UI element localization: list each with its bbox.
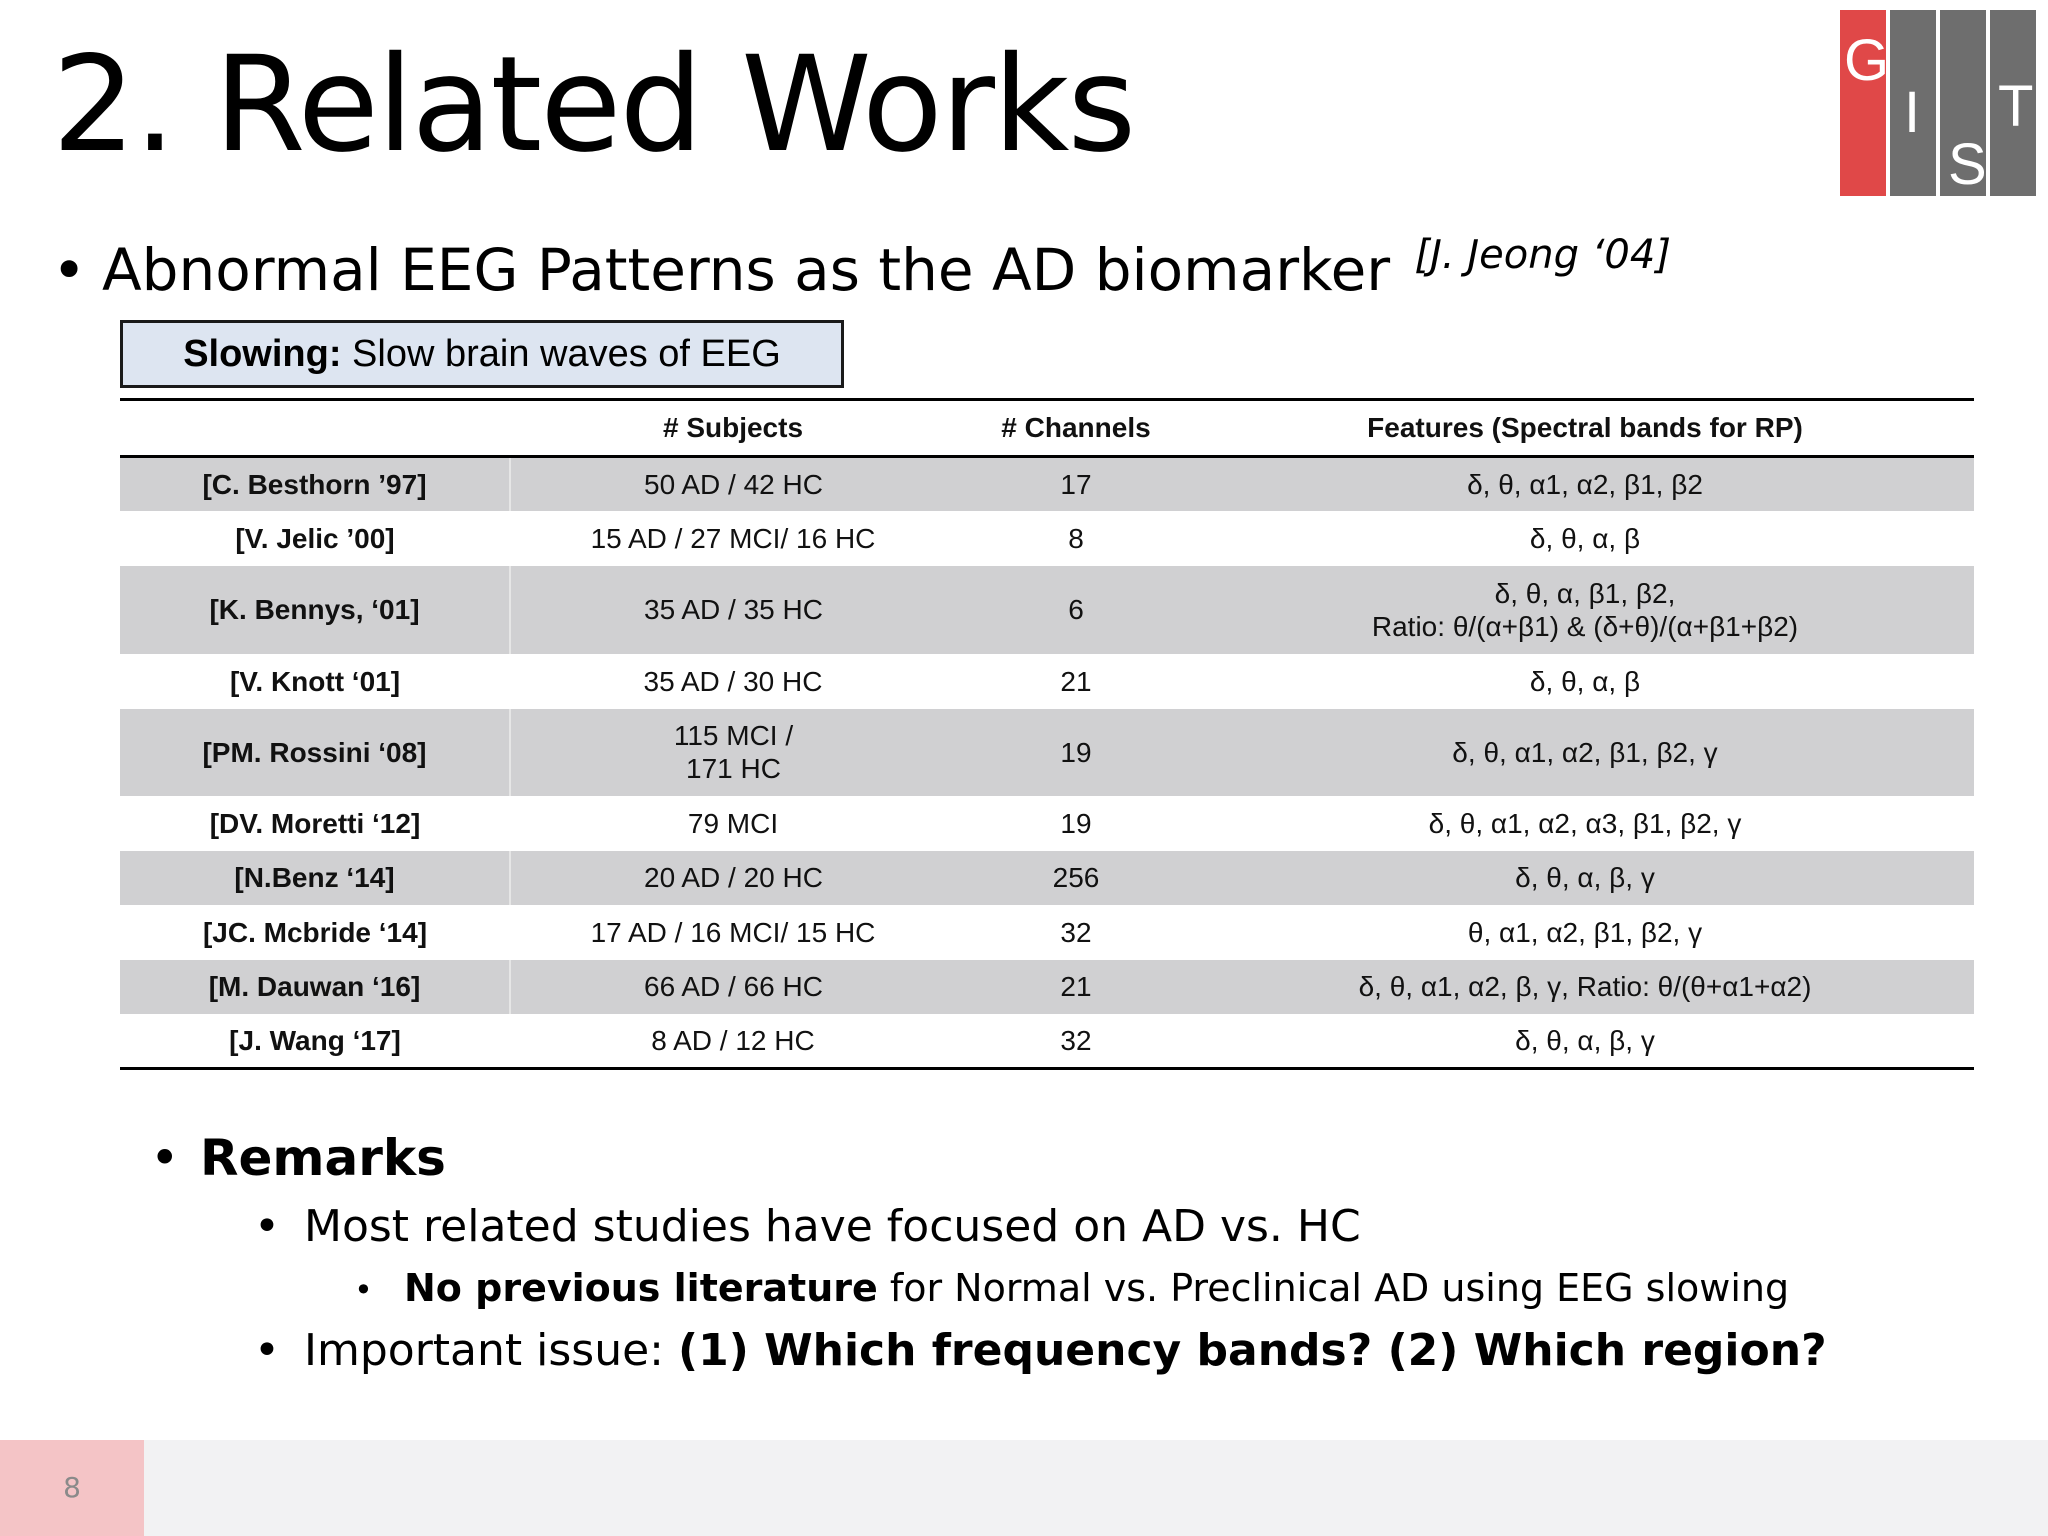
cell-channels: 19 (1060, 807, 1092, 839)
cell-features: θ, α1, α2, β1, β2, γ (1467, 916, 1703, 948)
header-ref (120, 400, 510, 457)
logo-letter-s: S (1948, 132, 1987, 197)
cell-ref: [JC. Mcbride ‘14] (202, 916, 428, 948)
remarks-item-2 (254, 1320, 1827, 1382)
cell-subjects-line2: 171 HC (686, 753, 781, 784)
table-row (120, 654, 1974, 709)
table-row (120, 851, 1974, 905)
citation: [J. Jeong ‘04] (1414, 232, 1671, 278)
cell-channels: 19 (956, 709, 1196, 796)
cell-features-line1: δ, θ, α, β1, β2, (1494, 577, 1676, 609)
page-number: 8 (0, 1440, 144, 1536)
cell-ref: [V. Knott ‘01] (229, 665, 401, 697)
cell-subjects: 20 AD / 20 HC (510, 851, 956, 905)
table-row (120, 511, 1974, 566)
slowing-label-rest: Slow brain waves of EEG (341, 333, 781, 375)
bullet-dot: • (254, 1201, 280, 1252)
remarks-subitem-bold: No previous literature (404, 1266, 878, 1310)
cell-features: δ, θ, α, β (1529, 665, 1641, 697)
header-subjects: # Subjects (510, 400, 956, 457)
bullet-dot: • (254, 1325, 280, 1376)
slowing-label-bold: Slowing: (183, 333, 342, 375)
main-bullet (52, 220, 1671, 305)
remarks-item-2-normal: Important issue: (304, 1325, 678, 1376)
related-works-table (120, 398, 1974, 1070)
cell-features: δ, θ, α, β (1529, 522, 1641, 554)
remarks-subitem-rest: for Normal vs. Preclinical AD using EEG slowing (877, 1266, 1790, 1310)
cell-ref: [C. Besthorn ’97] (120, 457, 510, 511)
cell-subjects: 17 AD / 16 MCI/ 15 HC (590, 916, 876, 948)
cell-features: δ, θ, α1, α2, β, γ, Ratio: θ/(θ+α1+α2) (1196, 960, 1974, 1014)
cell-subjects: 15 AD / 27 MCI/ 16 HC (590, 522, 876, 554)
cell-features (1196, 566, 1974, 654)
slowing-label-box (120, 320, 844, 388)
logo-letter-t: T (1998, 74, 2034, 139)
cell-channels: 8 (1068, 522, 1084, 554)
cell-subjects: 79 MCI (687, 807, 779, 839)
logo-letter-i: I (1904, 80, 1921, 145)
cell-features: δ, θ, α, β, γ (1196, 851, 1974, 905)
cell-features: δ, θ, α1, α2, β1, β2, γ (1196, 709, 1974, 796)
table-row (120, 709, 1974, 796)
table-row (120, 566, 1974, 654)
cell-ref: [M. Dauwan ‘16] (120, 960, 510, 1014)
cell-subjects: 50 AD / 42 HC (510, 457, 956, 511)
cell-ref: [PM. Rossini ‘08] (120, 709, 510, 796)
cell-features: δ, θ, α1, α2, α3, β1, β2, γ (1428, 807, 1742, 839)
header-features: Features (Spectral bands for RP) (1196, 400, 1974, 457)
cell-subjects: 35 AD / 35 HC (510, 566, 956, 654)
table-row (120, 1014, 1974, 1069)
table-header-row (120, 400, 1974, 457)
cell-ref: [DV. Moretti ‘12] (209, 807, 421, 839)
cell-channels: 17 (956, 457, 1196, 511)
cell-ref: [K. Bennys, ‘01] (120, 566, 510, 654)
bullet-dot: • (150, 1129, 180, 1187)
cell-subjects (510, 709, 956, 796)
table-row (120, 457, 1974, 511)
cell-channels: 21 (956, 960, 1196, 1014)
cell-features-line2: Ratio: θ/(α+β1) & (δ+θ)/(α+β1+β2) (1371, 610, 1799, 642)
cell-channels: 32 (1060, 916, 1092, 948)
remarks-item-1-text: Most related studies have focused on AD vs. HC (304, 1201, 1361, 1252)
table-row (120, 960, 1974, 1014)
slide-title: 2. Related Works (52, 28, 1135, 182)
cell-features: δ, θ, α, β, γ (1515, 1024, 1655, 1056)
cell-subjects: 66 AD / 66 HC (510, 960, 956, 1014)
table-row (120, 905, 1974, 960)
cell-channels: 32 (1060, 1024, 1092, 1056)
remarks-heading-text: Remarks (200, 1129, 446, 1187)
footer-bar (0, 1440, 2048, 1536)
bullet-dot: • (354, 1271, 373, 1309)
cell-channels: 21 (1060, 665, 1092, 697)
header-channels: # Channels (956, 400, 1196, 457)
bullet-dot: • (52, 236, 87, 304)
table-row (120, 796, 1974, 851)
cell-ref: [J. Wang ‘17] (229, 1024, 401, 1056)
cell-subjects-line1: 115 MCI / (673, 720, 794, 751)
remarks-subitem (354, 1258, 1827, 1320)
cell-subjects: 35 AD / 30 HC (643, 665, 823, 697)
remarks-section (150, 1120, 1827, 1382)
cell-ref: [V. Jelic ’00] (235, 522, 395, 554)
remarks-item-2-bold: (1) Which frequency bands? (2) Which region? (677, 1325, 1827, 1376)
cell-features: δ, θ, α1, α2, β1, β2 (1196, 457, 1974, 511)
cell-ref: [N.Benz ‘14] (120, 851, 510, 905)
main-bullet-text: Abnormal EEG Patterns as the AD biomarker (102, 236, 1391, 304)
logo-letter-g: G (1844, 28, 1890, 93)
cell-channels: 256 (956, 851, 1196, 905)
remarks-item-1 (254, 1196, 1827, 1258)
related-works-table-wrap (120, 398, 1974, 1070)
cell-channels: 6 (956, 566, 1196, 654)
remarks-heading (150, 1120, 1827, 1196)
gist-logo (1840, 10, 2038, 196)
cell-subjects: 8 AD / 12 HC (651, 1024, 815, 1056)
